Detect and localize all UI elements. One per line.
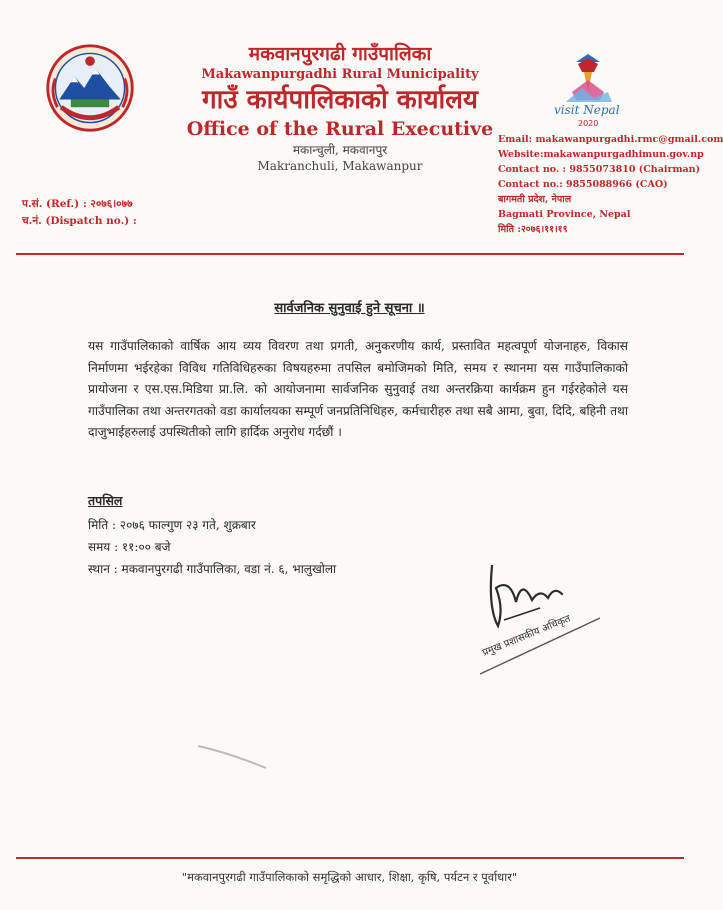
contact-cao-text: Contact no.: 9855088966 (CAO) [498,179,668,190]
details-heading: तपसिल [88,493,123,508]
details-time: समय : ११:०० बजे [88,540,171,554]
province-english-text: Bagmati Province, Nepal [498,209,631,220]
reference-block [22,196,137,230]
visit-nepal-logo-icon [548,52,628,132]
municipality-name-english: Makawanpurgadhi Rural Municipality [201,67,479,82]
header-divider [16,253,684,255]
details-list [88,514,336,580]
svg-text:प्रमुख प्रशासकीय अधिकृत: प्रमुख प्रशासकीय अधिकृत [481,613,573,659]
nepal-emblem-icon [42,40,138,136]
notice-body: यस गाउँपालिकाको वार्षिक आय व्यय विवरण तथा प्रगती, अनुकरणीय कार्य, प्रस्तावित महत्वपूर्ण योजनाहरु, विकास निर्माणमा भईरहेका विविध गतिविधिहरुका विषयहरुमा तपसिल बमोजिमको मिति, समय र स्थानमा यस गाउँपालिकाको प्रायोजना र एस.एस.मिडिया प्रा.लि. को आयोजनामा सार्वजनिक सुनुवाई तथा अन्तरक्रिया कार्यक्रम हुन गईरहेकोले यस गाउँपालिका तथा अन्तरगतको वडा कार्यालयका सम्पूर्ण जनप्रतिनिधिहरु, कर्मचारीहरु तथा सबै आमा, बुवा, दिदि, बहिनी तथा दाजुभाईहरुलाई उपस्थितीको लागि हार्दिक अनुरोध गर्दछौं । [88,339,628,440]
contact-block [498,132,723,237]
ref-number: प.सं. (Ref.) : २०७६।०७७ [22,198,133,210]
scan-smudge [196,742,276,772]
details-place: स्थान : मकवानपुरगढी गाउँपालिका, वडा नं. ६, भालुखोला [88,562,337,576]
website-text: Website:makawanpurgadhimun.gov.np [498,149,704,160]
address-english: Makranchuli, Makawanpur [257,159,423,173]
office-name-nepali: गाउँ कार्यपालिकाको कार्यालय [202,85,478,115]
contact-chairman-text: Contact no. : 9855073810 (Chairman) [498,164,701,175]
office-name-english: Office of the Rural Executive [186,118,494,140]
signature-mark [470,548,610,668]
footer-motto: "मकवानपुरगढी गाउँपालिकाको समृद्धिको आधार, शिक्षा, कृषि, पर्यटन र पूर्वाधार" [181,870,518,884]
footer-divider [16,857,684,859]
province-nepali-text: बागमती प्रदेश, नेपाल [498,194,572,205]
email-text: Email: makawanpurgadhi.rmc@gmail.com [498,134,723,145]
svg-text:visit Nepal: visit Nepal [554,103,620,117]
letter-date: मिति :२०७६।११।१९ [498,224,568,235]
details-date: मिति : २०७६ फाल्गुण २३ गते, शुक्रबार [88,518,256,532]
notice-title: सार्वजनिक सुनुवाई हुने सूचना ॥ [274,301,425,316]
letterhead [150,42,530,174]
dispatch-number: च.नं. (Dispatch no.) : [22,215,137,227]
address-nepali: मकान्चुली, मकवानपुर [292,143,388,157]
svg-text:2020: 2020 [578,119,599,128]
municipality-name-nepali: मकवानपुरगढी गाउँपालिका [248,43,432,65]
